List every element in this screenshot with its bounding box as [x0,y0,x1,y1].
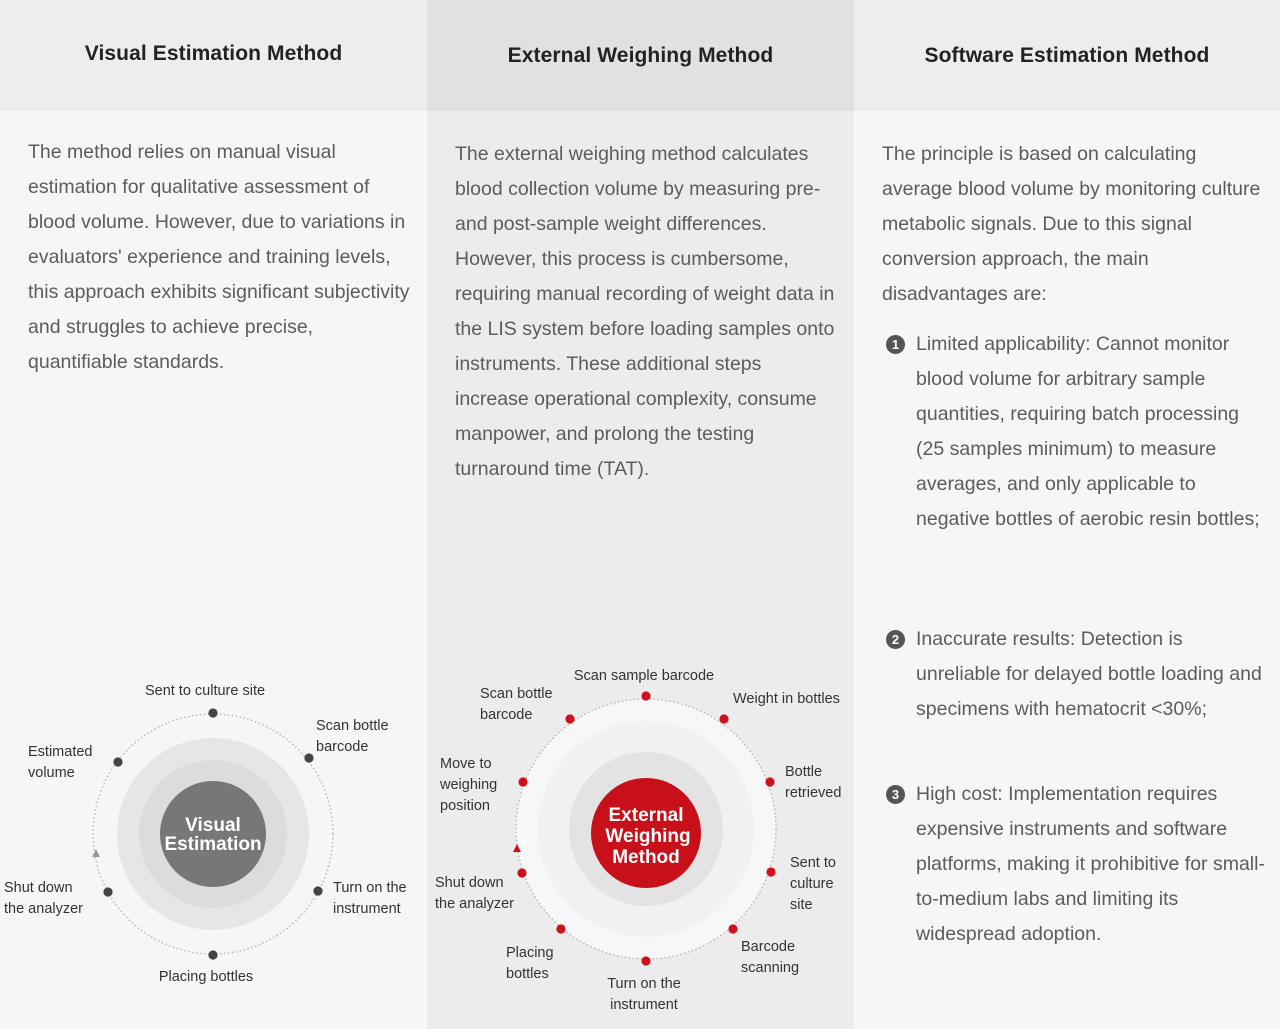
visual-step-label-line: barcode [316,739,369,755]
visual-step-marker [103,887,112,896]
visual-step-label-line: instrument [333,901,401,917]
visual-step-label [4,880,83,917]
cycle-arrow-icon [92,849,100,857]
visual-step-label-line: Shut down [4,880,73,896]
weighing-step-label-line: scanning [741,960,800,976]
disadvantage-item [882,777,1272,952]
weighing-step-label [574,668,714,684]
disadvantage-item [882,327,1272,537]
visual-step-label-line: Sent to culture site [144,683,266,699]
visual-step-marker [208,950,217,959]
weighing-step-label-line: barcode [480,707,533,723]
visual-step-marker [113,757,122,766]
visual-step-marker [304,753,313,762]
weighing-step-marker [766,867,775,876]
software-estimation-intro: The principle is based on calculating average blood volume by monitoring culture metabolic signals. Due to this signal conversion approach, the main disadvantages are: [882,143,1261,305]
weighing-step-label [506,945,554,982]
weighing-step-label [435,875,514,912]
weighing-step-marker [765,777,774,786]
weighing-step-label-line: Turn on the [607,976,681,992]
visual-step-label-line: the analyzer [4,901,83,917]
weighing-step-marker [641,956,650,965]
weighing-step-label-line: instrument [610,997,678,1013]
weighing-center-label-line-3: Method [612,847,680,868]
weighing-step-label-line: Barcode [741,939,796,955]
visual-step-label-line: Estimated [28,744,93,760]
visual-step-label [333,880,407,917]
weighing-step-marker [518,777,527,786]
weighing-step-label-line: Scan sample barcode [573,668,715,684]
visual-estimation-cycle-diagram [0,0,427,1029]
disadvantage-text: High cost: Implementation requires expensive instruments and software platforms, making it prohibitive for small-to-medium labs and limiting its widespread adoption. [916,783,1265,945]
weighing-center-label-line-2: Weighing [605,826,691,847]
software-estimation-header [854,0,1280,111]
visual-step-label [145,683,265,699]
weighing-step-marker [565,714,574,723]
number-2-icon: 2 [886,630,905,649]
weighing-step-label-line: Scan bottle [480,686,553,702]
weighing-step-marker [728,924,737,933]
weighing-step-marker [719,714,728,723]
weighing-step-label [607,976,681,1013]
visual-estimation-column [0,0,427,1029]
external-weighing-cycle-diagram [427,0,854,1029]
visual-step-label-line: Placing bottles [158,969,254,985]
weighing-step-label-line: Move to [440,756,492,772]
number-3-icon: 3 [886,785,905,804]
visual-step-marker [208,708,217,717]
weighing-step-label-line: retrieved [785,785,842,801]
weighing-center-label-line-1: External [608,805,684,826]
visual-center-label-line-1: Visual [185,815,241,836]
disadvantage-text: Limited applicability: Cannot monitor blood volume for arbitrary sample quantities, requiring batch processing (25 samples minimum) to measure averages, and only applicable to negative bottles of aerobic resin bottles; [916,333,1260,530]
weighing-step-label-line: Bottle [785,764,823,780]
disadvantage-text: Inaccurate results: Detection is unreliable for delayed bottle loading and specimens with hematocrit <30%; [916,628,1262,720]
weighing-step-marker [641,691,650,700]
weighing-step-label [733,691,840,707]
visual-step-label-line: Turn on the [333,880,407,896]
weighing-step-label [439,756,497,814]
external-weighing-column [427,0,854,1029]
number-1-icon: 1 [886,335,905,354]
external-weighing-description: The external weighing method calculates blood collection volume by measuring pre- and post-sample weight differences. However, this process is cumbersome, requiring manual recording of weight data in the LIS system before loading samples onto instruments. These additional steps increase operational complexity, consume manpower, and prolong the testing turnaround time (TAT). [455,143,835,480]
visual-step-marker [313,886,322,895]
weighing-step-label-line: culture [790,876,834,892]
weighing-step-label-line: Placing [506,945,554,961]
weighing-step-label [480,686,553,723]
visual-step-label [159,969,253,985]
weighing-step-label [785,764,841,801]
weighing-step-label-line: the analyzer [435,896,514,912]
disadvantage-item [882,622,1272,727]
weighing-step-label-line: Weight in bottles [733,691,840,707]
weighing-step-label-line: weighing [440,777,498,793]
external-weighing-title: External Weighing Method [507,43,774,67]
weighing-step-label-line: position [440,798,490,814]
weighing-step-label-line: Sent to [790,855,836,871]
visual-step-label-line: volume [28,765,75,781]
visual-estimation-description: The method relies on manual visual estimation for qualitative assessment of blood volume. However, due to variations in evaluators' experience and training levels, this approach exhibits significant subjectivity and struggles to achieve precise, quantifiable standards. [28,141,410,373]
weighing-step-marker [517,868,526,877]
weighing-step-label [741,939,799,976]
software-estimation-title: Software Estimation Method [924,43,1210,67]
visual-step-label [316,718,389,755]
weighing-step-label-line: bottles [506,966,549,982]
weighing-step-label-line: site [790,897,813,913]
software-estimation-column [854,0,1280,1029]
weighing-step-marker [556,924,565,933]
visual-step-label [28,744,92,781]
weighing-step-label-line: Shut down [435,875,504,891]
weighing-step-label [790,855,836,913]
visual-step-label-line: Scan bottle [316,718,389,734]
visual-estimation-title: Visual Estimation Method [84,41,343,65]
visual-center-label-line-2: Estimation [164,834,262,855]
